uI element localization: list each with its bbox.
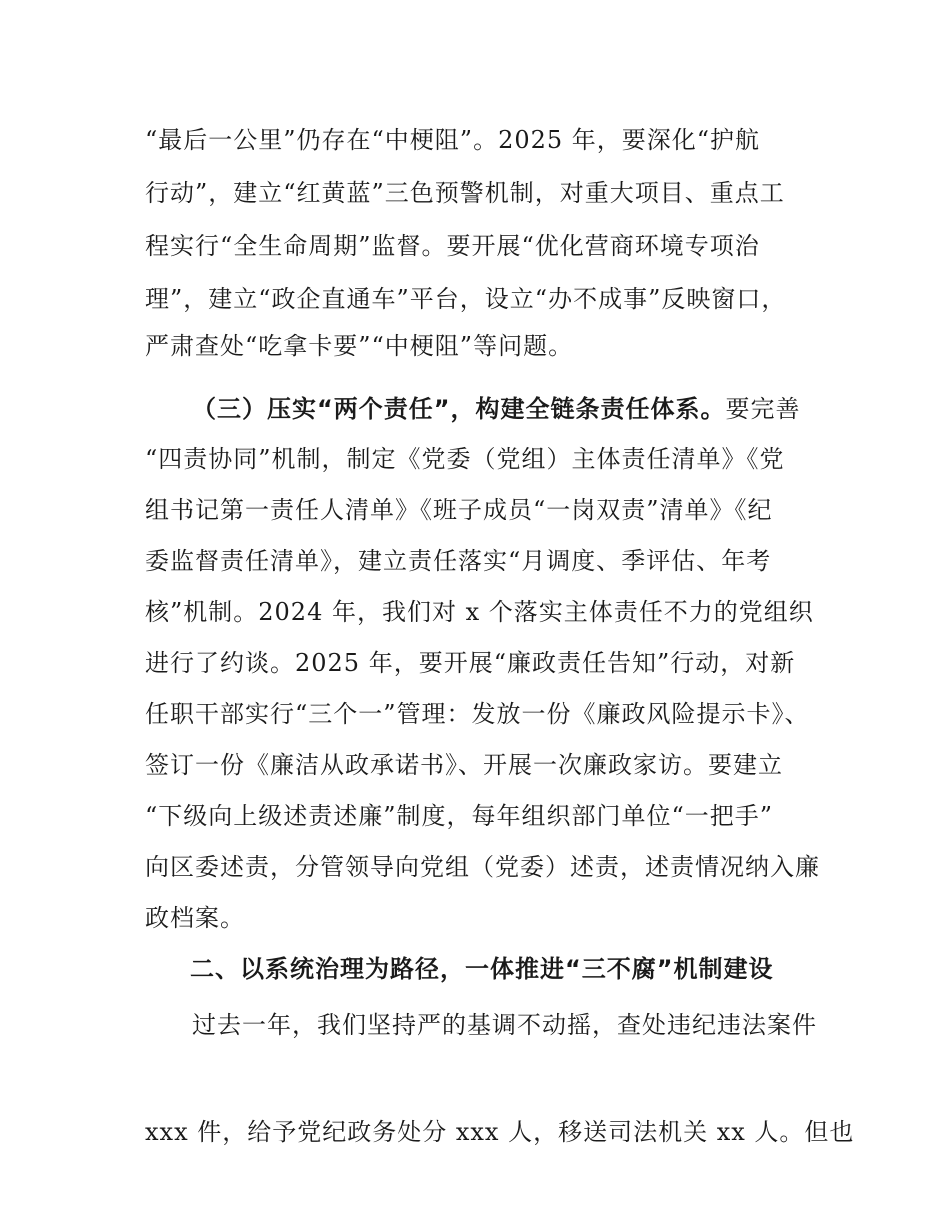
paragraph-line: 程实行“全生命周期”监督。要开展“优化营商环境专项治 xyxy=(145,232,760,260)
paragraph-line: 进行了约谈。2025 年，要开展“廉政责任告知”行动，对新 xyxy=(145,649,796,677)
section-three-heading: （三）压实“两个责任”，构建全链条责任体系。 xyxy=(192,395,726,423)
paragraph-line: 严肃查处“吃拿卡要”“中梗阻”等问题。 xyxy=(145,332,574,360)
paragraph-line: 理”，建立“政企直通车”平台，设立“办不成事”反映窗口， xyxy=(145,285,787,313)
paragraph-line: xxx 件，给予党纪政务处分 xxx 人，移送司法机关 xx 人。但也 xyxy=(145,1118,855,1146)
paragraph-line: 向区委述责，分管领导向党组（党委）述责，述责情况纳入廉 xyxy=(145,853,820,881)
paragraph-line: “最后一公里”仍存在“中梗阻”。2025 年，要深化“护航 xyxy=(145,126,761,154)
paragraph-line: 组书记第一责任人清单》《班子成员“一岗双责”清单》《纪 xyxy=(145,496,773,524)
paragraph-line: 任职干部实行“三个一”管理：发放一份《廉政风险提示卡》、 xyxy=(145,700,810,728)
paragraph-line: 委监督责任清单》，建立责任落实“月调度、季评估、年考 xyxy=(145,547,772,575)
paragraph-line: “下级向上级述责述廉”制度，每年组织部门单位“一把手” xyxy=(145,802,774,830)
paragraph-line: “四责协同”机制，制定《党委（党组）主体责任清单》《党 xyxy=(145,445,785,473)
section-two-heading: 二、以系统治理为路径，一体推进“三不腐”机制建设 xyxy=(190,955,774,983)
paragraph-line: 核”机制。2024 年，我们对 x 个落实主体责任不力的党组织 xyxy=(145,598,814,626)
paragraph-line: 行动”，建立“红黄蓝”三色预警机制，对重大项目、重点工 xyxy=(145,179,785,207)
section-three-lead-text: 要完善 xyxy=(725,395,801,423)
paragraph-line: 过去一年，我们坚持严的基调不动摇，查处违纪违法案件 xyxy=(192,1011,817,1039)
paragraph-line: 签订一份《廉洁从政承诺书》、开展一次廉政家访。要建立 xyxy=(145,751,783,779)
section-three-first-line xyxy=(192,393,801,425)
paragraph-line: 政档案。 xyxy=(145,904,245,932)
